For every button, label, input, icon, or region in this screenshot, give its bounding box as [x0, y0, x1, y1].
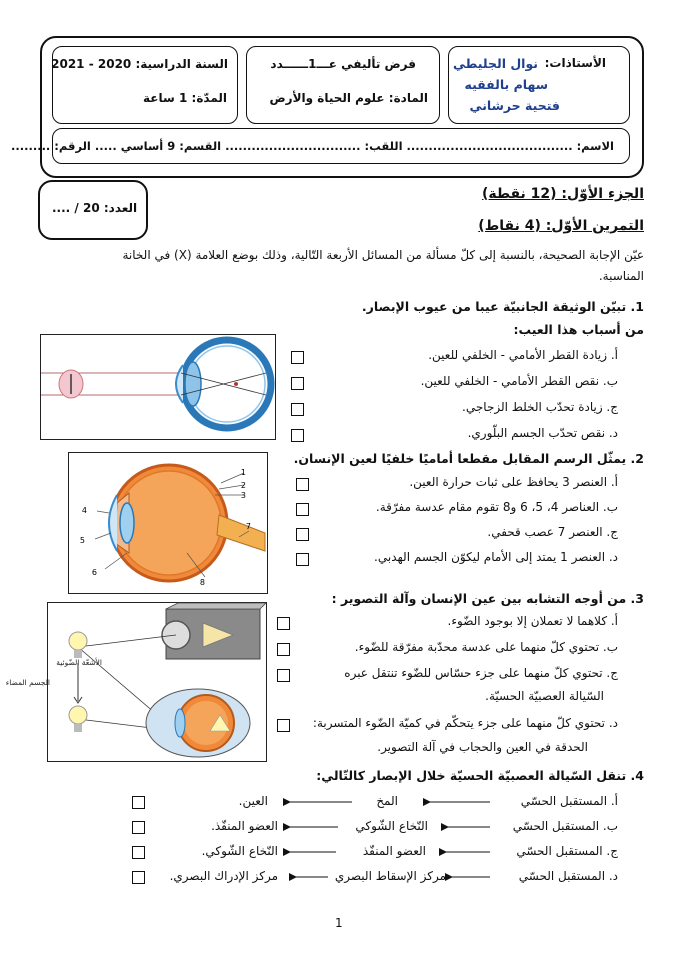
q4-row-d-end: مركز الإدراك البصري.: [169, 869, 278, 883]
instruction-line-2: المناسبة.: [598, 269, 644, 283]
q4-row-d-mid: مركز الإسقاط البصري: [334, 869, 446, 883]
q4-row-d-start: د. المستقبل الحسّي: [518, 869, 618, 883]
q1-checkbox-a[interactable]: [291, 351, 304, 364]
q2-eye-section-figure: [68, 452, 268, 594]
q3-option-a: أ. كلاهما لا تعملان إلا بوجود الضّوء.: [447, 614, 618, 628]
q4-row-a-end: العين.: [238, 794, 268, 808]
q4-row-b-end: العضو المنفّذ.: [211, 819, 278, 833]
label-7: 7: [245, 522, 251, 531]
subject: المادة: علوم الحياة والأرض: [269, 91, 428, 105]
q2-checkbox-a[interactable]: [296, 478, 309, 491]
q1-title: 1. تبيّن الوثيقة الجانبيّة عيبا من عيوب الإبصار.: [361, 299, 644, 314]
q4-row-a-mid: المخ: [376, 794, 398, 808]
student-info-line[interactable]: الاسم: ...................................... اللقب: ............................... القسم: 9 أساسي ..... الرقم: .........: [10, 139, 614, 153]
label-4: 4: [81, 506, 87, 515]
q3-option-d: د. تحتوي كلّ منهما على جزء يتحكّم في كميّة الضّوء المتسربة:: [312, 716, 618, 730]
q2-checkbox-d[interactable]: [296, 553, 309, 566]
q2-option-a: أ. العنصر 3 يحافظ على ثبات حرارة العين.: [409, 475, 618, 489]
q3-option-c: ج. تحتوي كلّ منهما على جزء حسّاس للضّوء تنتقل عبره: [344, 666, 618, 680]
exercise-title: التمرين الأوّل: (4 نقاط): [478, 218, 644, 234]
q4-row-c-end: النّخاع الشّوكي.: [201, 844, 278, 858]
q3-title: 3. من أوجه التشابه بين عين الإنسان وآلة التصوير :: [331, 591, 644, 606]
label-1: 1: [240, 468, 246, 477]
q1-checkbox-d[interactable]: [291, 429, 304, 442]
q1-option-a: أ. زيادة القطر الأمامي - الخلفي للعين.: [428, 348, 618, 362]
eye-section-diagram: [69, 453, 267, 593]
q4-row-b-start: ب. المستقبل الحسّي: [512, 819, 618, 833]
exam-title: فرض تأليفي عـــ1ــــــدد: [270, 57, 416, 71]
label-2: 2: [240, 481, 246, 490]
q4-checkbox-c[interactable]: [132, 846, 145, 859]
duration: المدّة: 1 ساعة: [143, 91, 227, 105]
q2-checkbox-b[interactable]: [296, 503, 309, 516]
q3-checkbox-a[interactable]: [277, 617, 290, 630]
school-year: السنة الدراسية: 2020 - 2021: [51, 57, 228, 71]
q3-checkbox-c[interactable]: [277, 669, 290, 682]
q1-option-b: ب. نقص القطر الأمامي - الخلفي للعين.: [420, 374, 618, 388]
q4-checkbox-d[interactable]: [132, 871, 145, 884]
q2-title: 2. يمثّل الرسم المقابل مقطعا أماميًا خلفيًا لعين الإنسان.: [293, 451, 644, 466]
teacher-name-1: نوال الجليطي: [452, 56, 538, 71]
q4-title: 4. تنقل السّيالة العصبيّة الحسيّة خلال الإبصار كالتّالي:: [316, 768, 644, 783]
part-title: الجزء الأوّل: (12 نقطة): [481, 186, 644, 202]
teacher-name-3: فتحية حرشاني: [469, 98, 560, 113]
q2-checkbox-c[interactable]: [296, 528, 309, 541]
grade-field[interactable]: العدد: 20 / ....: [52, 201, 138, 215]
q3-option-d-cont: الحدقة في العين والحجاب في آلة التصوير.: [377, 740, 588, 754]
teachers-label: الأستاذات:: [544, 56, 606, 70]
q4-checkbox-a[interactable]: [132, 796, 145, 809]
q4-row-a-start: أ. المستقبل الحسّي: [520, 794, 618, 808]
q1-subtitle: من أسباب هذا العيب:: [513, 322, 644, 337]
q3-option-b: ب. تحتوي كلّ منهما على عدسة محدّبة مفرّقة للضّوء.: [354, 640, 618, 654]
label-light-rays: الأشعّة الضّوئية: [56, 658, 102, 667]
q3-eye-camera-figure: [5, 602, 267, 762]
q1-option-c: ج. زيادة تحدّب الخلط الزجاجي.: [462, 400, 618, 414]
teacher-name-2: سهام بالفقيه: [464, 77, 548, 92]
page-number: 1: [335, 916, 343, 930]
q2-option-c: ج. العنصر 7 عصب قحفي.: [487, 525, 618, 539]
q2-option-d: د. العنصر 1 يمتد إلى الأمام ليكوّن الجسم الهدبي.: [374, 550, 618, 564]
q1-checkbox-c[interactable]: [291, 403, 304, 416]
q3-checkbox-d[interactable]: [277, 719, 290, 732]
label-8: 8: [199, 578, 205, 587]
myopia-diagram: [41, 335, 275, 439]
instruction-line-1: عيّن الإجابة الصحيحة، بالنسبة إلى كلّ مسألة من المسائل الأربعة التّالية، وذلك بوضع العلامة (X) في الخانة: [122, 248, 644, 262]
label-lit-object: الجسم المضاء: [5, 678, 50, 687]
label-6: 6: [91, 568, 97, 577]
q4-row-b-mid: النّخاع الشّوكي: [355, 819, 428, 833]
q1-option-d: د. نقص تحدّب الجسم البلّوري.: [467, 426, 618, 440]
eye-camera-diagram: [5, 603, 266, 761]
q4-arrows: [0, 790, 678, 890]
label-3: 3: [240, 491, 246, 500]
q4-row-c-start: ج. المستقبل الحسّي: [516, 844, 618, 858]
label-5: 5: [79, 536, 85, 545]
q1-checkbox-b[interactable]: [291, 377, 304, 390]
q2-option-b: ب. العناصر 4، 5، 6 و8 تقوم مقام عدسة مفرّقة.: [375, 500, 618, 514]
q4-checkbox-b[interactable]: [132, 821, 145, 834]
q1-eye-defect-figure: [40, 334, 276, 440]
q3-option-c-cont: السّيالة العصبيّة الحسيّة.: [485, 689, 604, 703]
q4-row-c-mid: العضو المنفّذ: [362, 844, 426, 858]
q3-checkbox-b[interactable]: [277, 643, 290, 656]
